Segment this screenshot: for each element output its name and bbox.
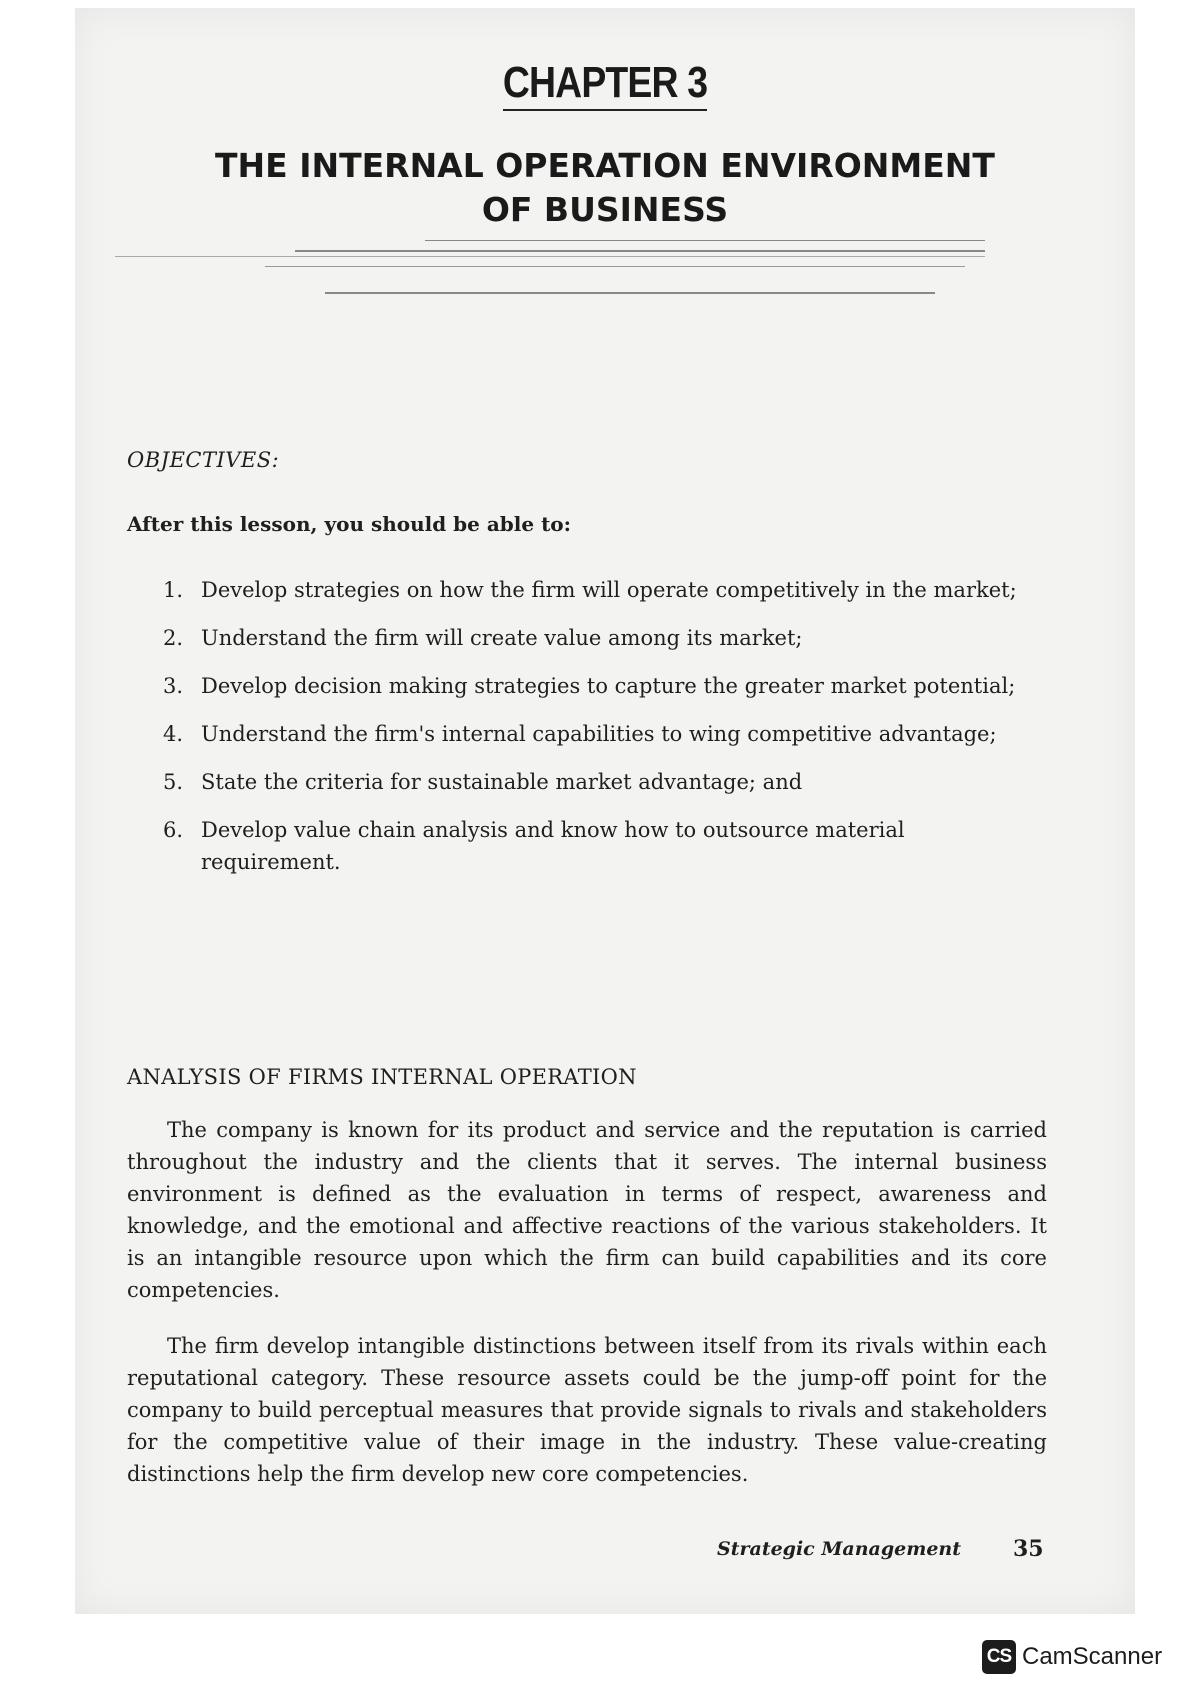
objective-item [163,670,1043,702]
objective-text: Understand the firm's internal capabilities to wing competitive advantage; [201,722,997,746]
decorative-rule-5 [325,292,935,294]
decorative-rule-1 [425,240,985,241]
objective-item [163,766,1043,798]
camscanner-watermark [982,1640,1162,1674]
objective-number: 2. [163,626,184,650]
objective-number: 4. [163,722,184,746]
decorative-rule-2 [295,250,985,252]
objective-item [163,718,1043,750]
objectives-lead: After this lesson, you should be able to: [127,512,572,536]
objective-number: 1. [163,578,184,602]
decorative-rule-3 [115,256,985,257]
decorative-rule-4 [265,266,965,267]
objectives-heading: OBJECTIVES: [127,448,280,472]
camscanner-logo-icon: CS [982,1640,1016,1674]
objective-text: Develop decision making strategies to capture the greater market potential; [201,674,1016,698]
objectives-list [163,574,1043,894]
objective-item [163,814,1043,878]
camscanner-name: CamScanner [1022,1643,1163,1670]
document-page [75,8,1135,1614]
objective-text: Develop strategies on how the firm will operate competitively in the market; [201,578,1017,602]
body-paragraph-2: The firm develop intangible distinctions between itself from its rivals within each reputational category. These resource assets could be the jump-off point for the company to build perceptual measures that provide signals to rivals and stakeholders for the competitive value of their image in the industry. These value-creating distinctions help the firm develop new core competencies. [127,1334,1047,1486]
chapter-title [75,144,1135,232]
footer-book-title: Strategic Management [717,1538,961,1560]
objective-text: State the criteria for sustainable market advantage; and [201,770,803,794]
objective-item [163,574,1043,606]
chapter-label-text: CHAPTER 3 [503,58,707,111]
objective-number: 6. [163,818,184,842]
body-paragraph-1: The company is known for its product and service and the reputation is carried throughout the industry and the clients that it serves. The internal business environment is defined as the evaluation in terms of respect, awareness and knowledge, and the emotional and affective reactions of the various stakeholders. It is an intangible resource upon which the firm can build capabilities and its core competencies. [127,1118,1047,1302]
objective-item [163,622,1043,654]
chapter-title-line-2: OF BUSINESS [481,190,729,229]
objective-number: 5. [163,770,184,794]
chapter-title-line-1: THE INTERNAL OPERATION ENVIRONMENT [215,146,995,185]
objective-text: Understand the firm will create value among its market; [201,626,803,650]
footer-page-number: 35 [1013,1536,1044,1562]
chapter-label [155,58,1056,108]
objective-text: Develop value chain analysis and know how to outsource material requirement. [201,818,905,874]
section-heading: ANALYSIS OF FIRMS INTERNAL OPERATION [127,1065,637,1089]
objective-number: 3. [163,674,184,698]
